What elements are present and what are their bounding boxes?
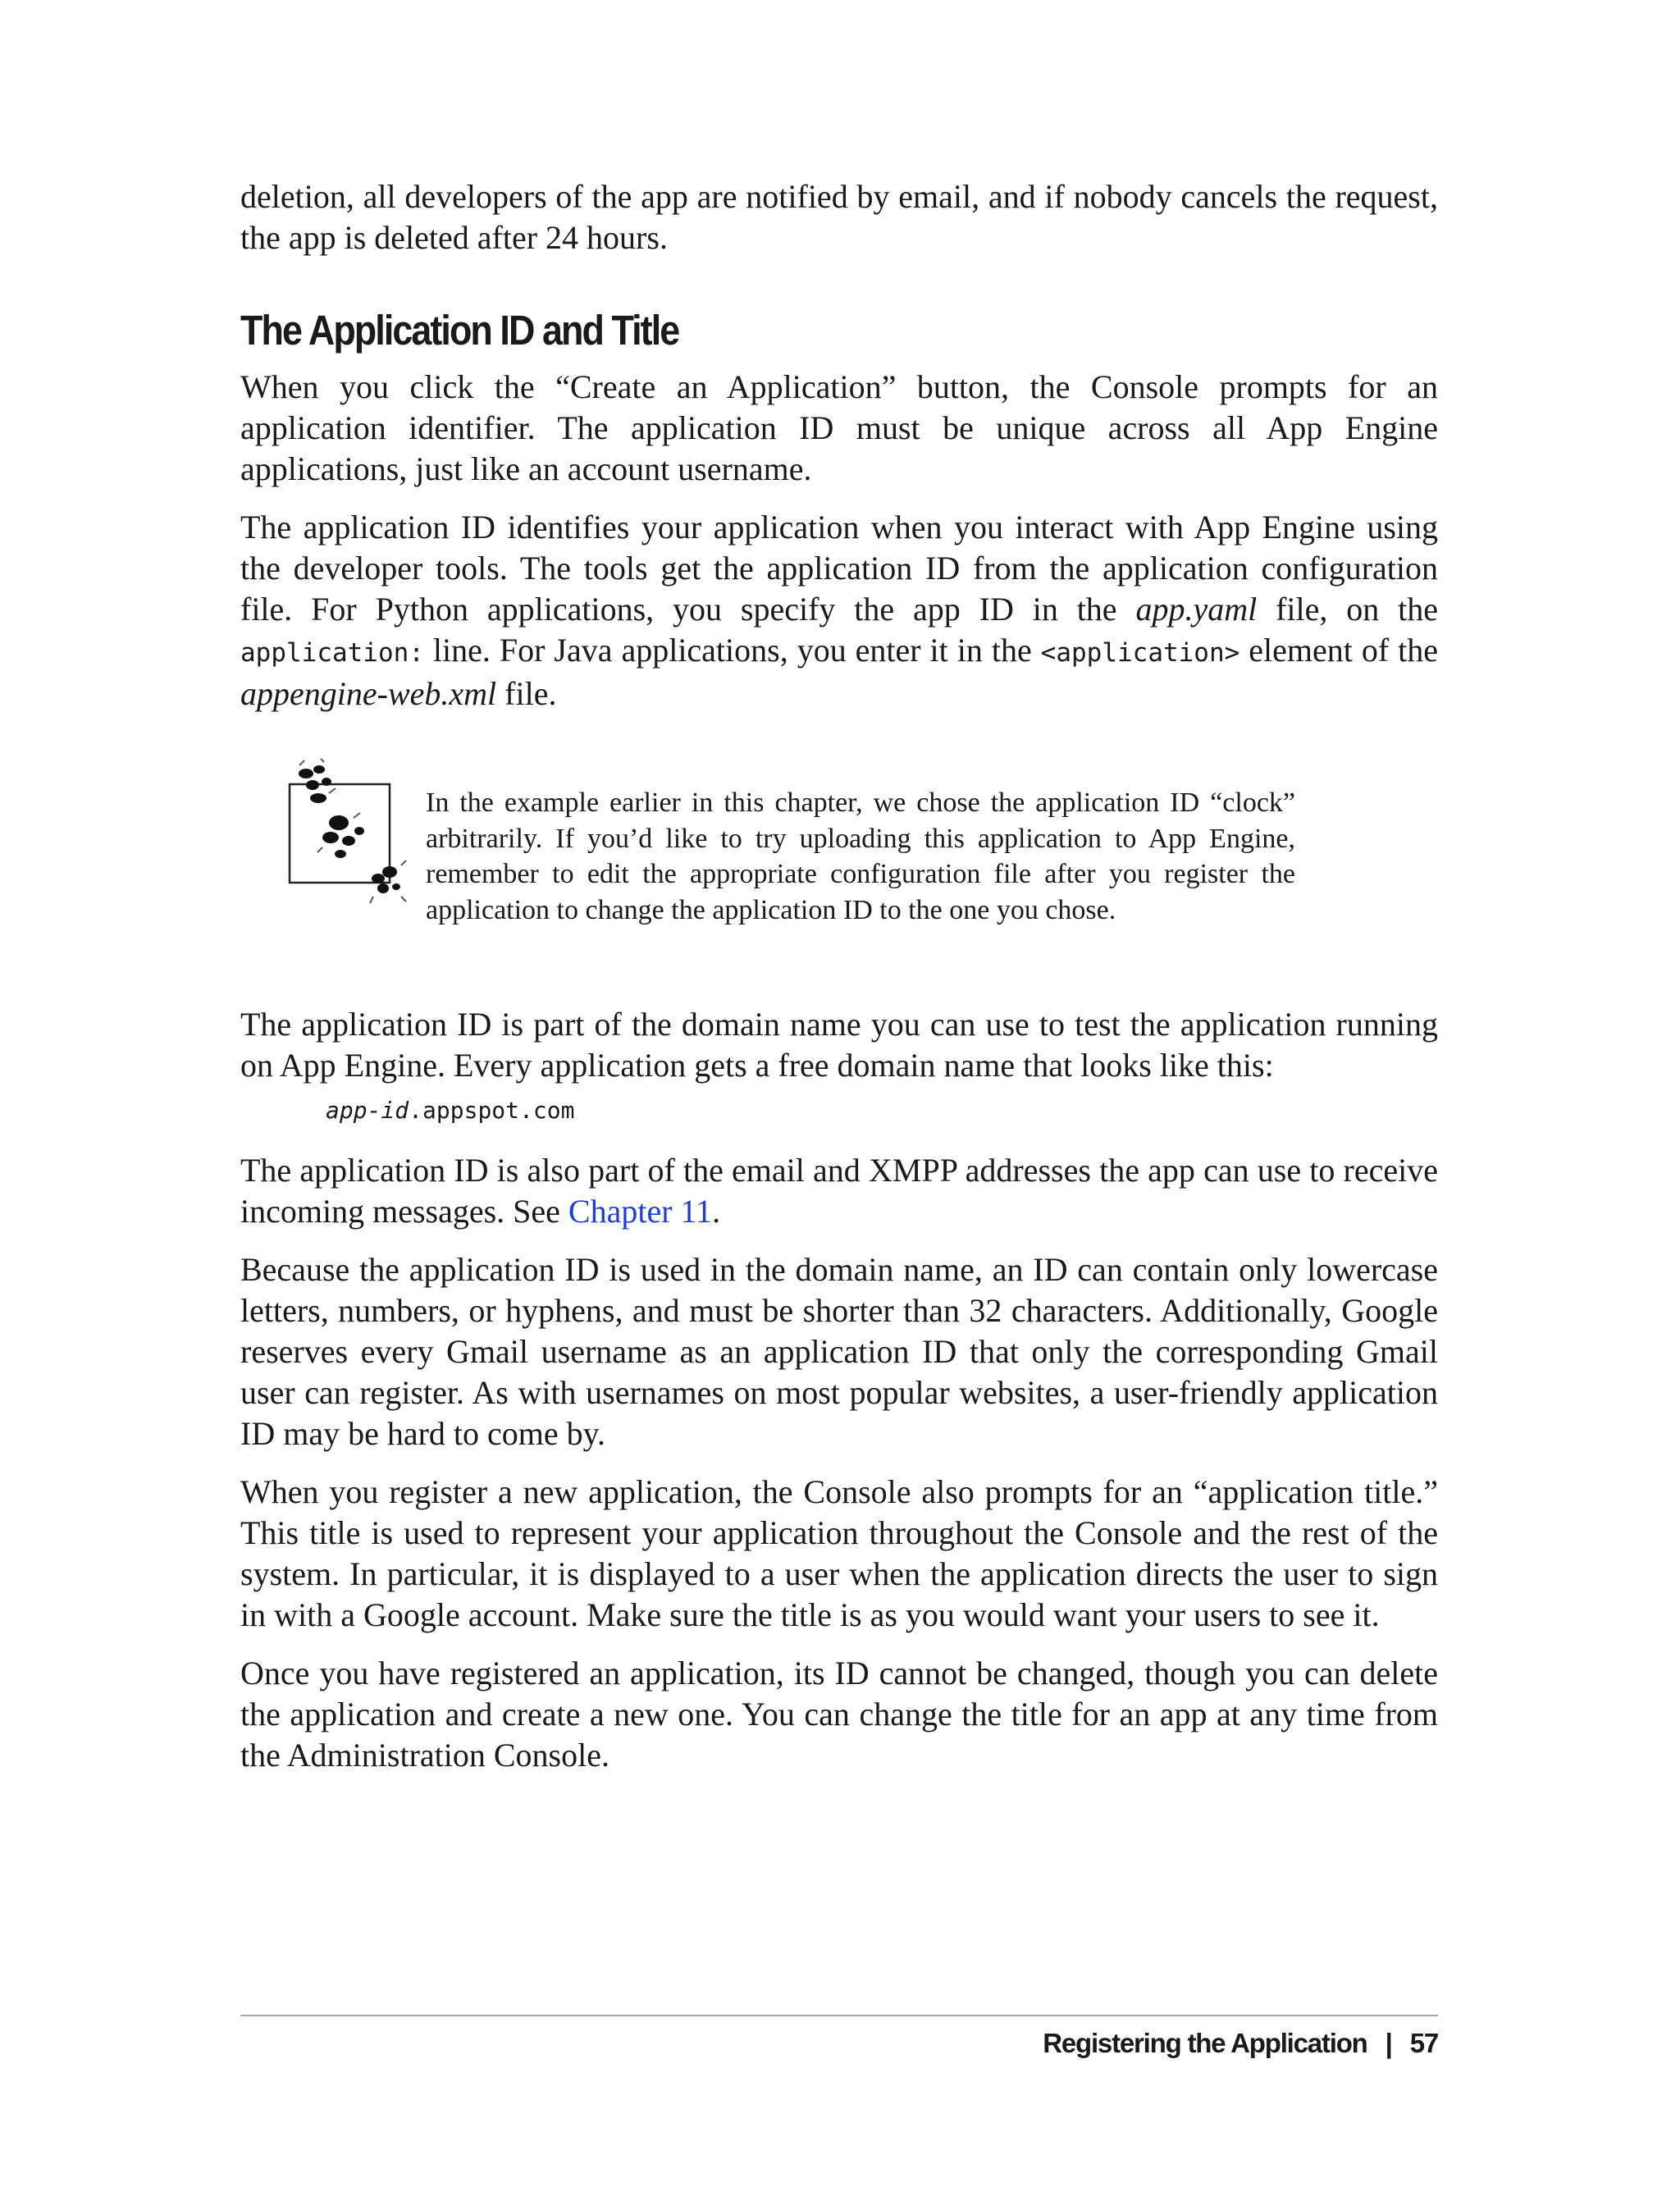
paragraph-app-id-config — [240, 507, 1438, 714]
chapter-11-link[interactable]: Chapter 11 — [568, 1193, 713, 1230]
filename-app-yaml: app.yaml — [1135, 591, 1258, 628]
code-domain-suffix: .appspot.com — [409, 1097, 575, 1124]
tip-text: In the example earlier in this chapter, we chose the application ID “clock” arbitrarily. If you’d like to try uploading this application to App Engine, remember to edit the appropriate configuration file after you register the application to change the application ID to the one you chose. — [426, 788, 1295, 925]
page-body — [240, 176, 1438, 1793]
paragraph-id-restrictions: Because the application ID is used in the domain name, an ID can contain only lowercase letters, numbers, or hyphens, and must be shorter than 32 characters. Additionally, Google reserves every Gmail username as an application ID that only the corresponding Gmail user can register. As with usernames on most popular websites, a user-friendly application ID may be hard to come by. — [240, 1251, 1438, 1452]
footer-divider — [240, 2015, 1438, 2016]
text-run: file. — [496, 675, 557, 712]
paragraph-id-permanence: Once you have registered an application, its ID cannot be changed, though you can delete the application and create a new one. You can change the title for an app at any time from the Administration Console. — [240, 1655, 1438, 1774]
page-number: 57 — [1409, 2028, 1438, 2058]
footer-section-title: Registering the Application — [1043, 2028, 1367, 2058]
paragraph-domain-name: The application ID is part of the domain name you can use to test the application running on App Engine. Every application gets a free domain name that looks like this: — [240, 1006, 1438, 1084]
text-run: . — [712, 1193, 721, 1230]
paragraph-create-application: When you click the “Create an Application” button, the Console prompts for an application identifier. The application ID must be unique across all App Engine applications, just like an account username. — [240, 368, 1438, 487]
footer-separator: | — [1385, 2028, 1392, 2058]
text-run: file, on the — [1257, 591, 1438, 628]
paragraph-application-title: When you register a new application, the Console also prompts for an “application title.” This title is used to represent your application throughout the Console and the rest of the system. In particular, it is displayed to a user when the application directs the user to sign in with a Google account. Make sure the title is as you would want your users to see it. — [240, 1473, 1438, 1633]
running-footer — [1043, 2023, 1438, 2064]
code-placeholder-app-id: app-id — [326, 1097, 409, 1124]
text-run: The application ID is also part of the email and XMPP addresses the app can use to receive incoming messages. See — [240, 1152, 1438, 1230]
filename-appengine-web-xml: appengine-web.xml — [240, 675, 497, 712]
text-run: The application ID identifies your application when you interact with App Engine using the developer tools. The tools get the application ID from the application configuration file. For Python applications, you specify the app ID in the — [240, 509, 1438, 628]
code-application-key: application: — [240, 638, 424, 668]
tip-squirrel-icon — [281, 756, 413, 911]
text-run: line. For Java applications, you enter it in the — [423, 632, 1041, 669]
paragraph-email-xmpp — [240, 1150, 1438, 1232]
text-run: element of the — [1239, 632, 1438, 669]
intro-paragraph: deletion, all developers of the app are notified by email, and if nobody cancels the request, the app is deleted after 24 hours. — [240, 178, 1438, 256]
section-heading: The Application ID and Title — [240, 307, 679, 354]
code-application-element: <application> — [1040, 638, 1240, 668]
domain-example-code — [326, 1094, 1438, 1127]
tip-note — [240, 756, 1438, 985]
